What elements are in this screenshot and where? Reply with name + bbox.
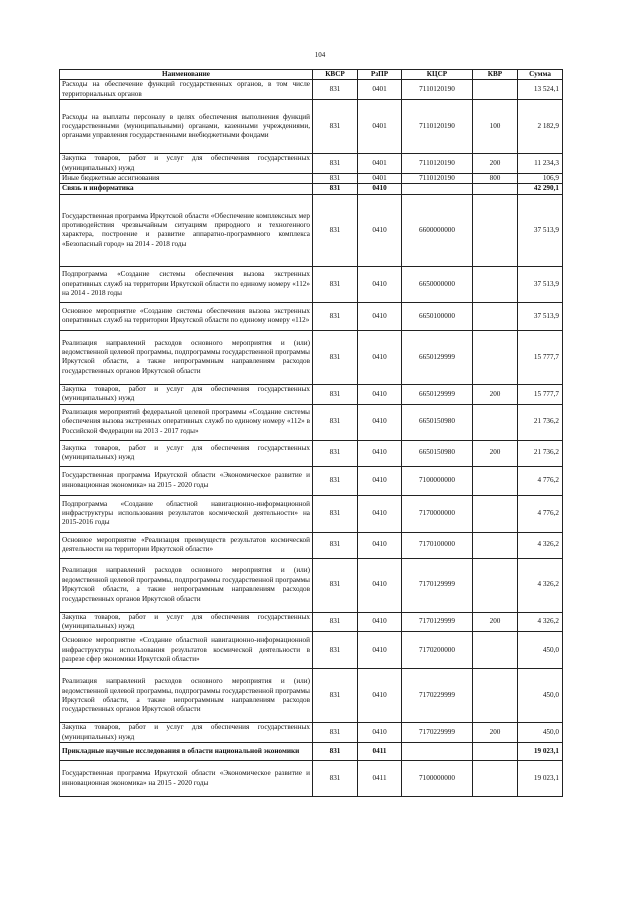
scan-edge <box>0 0 3 905</box>
cell-kvr <box>473 404 518 440</box>
table-body <box>60 80 563 797</box>
cell-kcsr: 7170129999 <box>402 612 473 632</box>
cell-kcsr: 7110120190 <box>402 80 473 100</box>
cell-name: Расходы на выплаты персоналу в целях обеспечения выполнения функций государственными (муниципальными) органами, казенными учреждениями, органами управления государственными внебюджетными фондами <box>60 100 313 154</box>
cell-kvsr: 831 <box>313 612 358 632</box>
cell-kvsr: 831 <box>313 440 358 466</box>
cell-name: Подпрограмма «Создание системы обеспечения вызова экстренных оперативных служб на территории Иркутской области по единому номеру «112» на 2014 - 2018 годы <box>60 266 313 302</box>
cell-sum: 11 234,3 <box>518 154 563 174</box>
table-row <box>60 154 563 174</box>
cell-kvsr: 831 <box>313 80 358 100</box>
cell-kvsr: 831 <box>313 669 358 723</box>
cell-kcsr: 7110120190 <box>402 154 473 174</box>
cell-kvsr: 831 <box>313 194 358 266</box>
cell-sum: 4 776,2 <box>518 495 563 532</box>
cell-name: Реализация мероприятий федеральной целевой программы «Создание системы обеспечения вызова экстренных оперативных служб по единому номеру «112» в Российской Федерации на 2013 - 2017 годы» <box>60 404 313 440</box>
table-row <box>60 404 563 440</box>
cell-sum: 21 736,2 <box>518 404 563 440</box>
cell-kvr: 200 <box>473 723 518 743</box>
cell-kcsr: 7100000000 <box>402 761 473 797</box>
cell-kvr: 200 <box>473 384 518 404</box>
cell-kcsr: 7170129999 <box>402 558 473 612</box>
cell-kcsr: 6650000000 <box>402 266 473 302</box>
cell-rzpr: 0410 <box>358 723 402 743</box>
cell-sum: 450,0 <box>518 669 563 723</box>
table-row <box>60 302 563 330</box>
cell-kcsr: 6650150980 <box>402 440 473 466</box>
cell-sum: 106,9 <box>518 174 563 184</box>
cell-name: Основное мероприятие «Создание областной навигационно-информационной инфраструктуры использования результатов космической деятельности в разрезе сфер экономики Иркутской области» <box>60 632 313 669</box>
cell-rzpr: 0410 <box>358 558 402 612</box>
cell-kcsr: 6600000000 <box>402 194 473 266</box>
cell-rzpr: 0410 <box>358 466 402 495</box>
cell-rzpr: 0410 <box>358 194 402 266</box>
table-row <box>60 723 563 743</box>
cell-name: Подпрограмма «Создание областной навигационно-информационной инфраструктуры использования результатов космической деятельности» на 2015-2016 годы <box>60 495 313 532</box>
cell-name: Закупка товаров, работ и услуг для обеспечения государственных (муниципальных) нужд <box>60 612 313 632</box>
cell-sum: 450,0 <box>518 723 563 743</box>
cell-kcsr: 7170100000 <box>402 532 473 558</box>
cell-name: Реализация направлений расходов основного мероприятия и (или) ведомственной целевой программы, подпрограммы государственной программы Иркутской области, а также непрограммным направлениям расходов государственных органов Иркутской области <box>60 330 313 384</box>
cell-kcsr: 6650100000 <box>402 302 473 330</box>
cell-kvr <box>473 302 518 330</box>
cell-sum: 19 023,1 <box>518 761 563 797</box>
cell-sum: 4 326,2 <box>518 532 563 558</box>
table-row <box>60 632 563 669</box>
cell-rzpr: 0411 <box>358 761 402 797</box>
cell-kvr: 200 <box>473 440 518 466</box>
cell-kcsr: 7170000000 <box>402 495 473 532</box>
cell-sum: 15 777,7 <box>518 384 563 404</box>
cell-name: Государственная программа Иркутской области «Экономическое развитие и инновационная экономика» на 2015 - 2020 годы <box>60 466 313 495</box>
cell-kvr <box>473 495 518 532</box>
cell-kvr: 200 <box>473 612 518 632</box>
cell-name: Связь и информатика <box>60 184 313 194</box>
cell-name: Реализация направлений расходов основного мероприятия и (или) ведомственной целевой программы, подпрограммы государственной программы Иркутской области, а также непрограммным направлениям расходов государственных органов Иркутской области <box>60 558 313 612</box>
cell-sum: 4 326,2 <box>518 612 563 632</box>
cell-rzpr: 0410 <box>358 184 402 194</box>
cell-rzpr: 0410 <box>358 384 402 404</box>
cell-kvsr: 831 <box>313 100 358 154</box>
table-row <box>60 466 563 495</box>
budget-table <box>59 69 563 797</box>
cell-sum: 37 513,9 <box>518 194 563 266</box>
cell-kcsr: 7170229999 <box>402 669 473 723</box>
cell-kvr <box>473 532 518 558</box>
cell-rzpr: 0410 <box>358 612 402 632</box>
cell-rzpr: 0401 <box>358 80 402 100</box>
cell-name: Государственная программа Иркутской области «Экономическое развитие и инновационная экономика» на 2015 - 2020 годы <box>60 761 313 797</box>
cell-kvsr: 831 <box>313 384 358 404</box>
cell-rzpr: 0410 <box>358 302 402 330</box>
table-row <box>60 612 563 632</box>
cell-sum: 37 513,9 <box>518 302 563 330</box>
cell-kvr <box>473 743 518 761</box>
cell-name: Основное мероприятие «Создание системы обеспечения вызова экстренных оперативных служб на территории Иркутской области по единому номеру «112» <box>60 302 313 330</box>
cell-rzpr: 0410 <box>358 669 402 723</box>
cell-kcsr <box>402 743 473 761</box>
cell-kcsr: 6650129999 <box>402 330 473 384</box>
table-row <box>60 80 563 100</box>
header-name: Наименование <box>60 70 313 80</box>
cell-name: Закупка товаров, работ и услуг для обеспечения государственных (муниципальных) нужд <box>60 154 313 174</box>
cell-name: Реализация направлений расходов основного мероприятия и (или) ведомственной целевой программы, подпрограммы государственной программы Иркутской области, а также непрограммным направлениям расходов государственных органов Иркутской области <box>60 669 313 723</box>
cell-sum: 37 513,9 <box>518 266 563 302</box>
cell-sum: 4 326,2 <box>518 558 563 612</box>
cell-kvr: 200 <box>473 154 518 174</box>
cell-rzpr: 0411 <box>358 743 402 761</box>
cell-kvsr: 831 <box>313 495 358 532</box>
cell-rzpr: 0401 <box>358 154 402 174</box>
cell-kvr <box>473 761 518 797</box>
table-row <box>60 761 563 797</box>
cell-kvr <box>473 669 518 723</box>
cell-kvr <box>473 558 518 612</box>
cell-kvsr: 831 <box>313 466 358 495</box>
cell-sum: 42 290,1 <box>518 184 563 194</box>
table-row <box>60 194 563 266</box>
table-row <box>60 440 563 466</box>
cell-kvsr: 831 <box>313 184 358 194</box>
header-kcsr: КЦСР <box>402 70 473 80</box>
table-row <box>60 384 563 404</box>
cell-rzpr: 0401 <box>358 174 402 184</box>
cell-kvr <box>473 80 518 100</box>
table-row <box>60 558 563 612</box>
cell-kvr <box>473 632 518 669</box>
cell-name: Закупка товаров, работ и услуг для обеспечения государственных (муниципальных) нужд <box>60 384 313 404</box>
cell-name: Закупка товаров, работ и услуг для обеспечения государственных (муниципальных) нужд <box>60 440 313 466</box>
cell-sum: 15 777,7 <box>518 330 563 384</box>
cell-kvr <box>473 194 518 266</box>
header-rzpr: РзПР <box>358 70 402 80</box>
cell-rzpr: 0401 <box>358 100 402 154</box>
cell-kvsr: 831 <box>313 532 358 558</box>
cell-kvsr: 831 <box>313 302 358 330</box>
table-row <box>60 330 563 384</box>
cell-kvsr: 831 <box>313 632 358 669</box>
cell-kvsr: 831 <box>313 266 358 302</box>
cell-kvr <box>473 466 518 495</box>
table-row <box>60 669 563 723</box>
cell-kvsr: 831 <box>313 761 358 797</box>
cell-kcsr: 7170200000 <box>402 632 473 669</box>
table-row <box>60 174 563 184</box>
cell-kvsr: 831 <box>313 743 358 761</box>
cell-sum: 4 776,2 <box>518 466 563 495</box>
header-sum: Сумма <box>518 70 563 80</box>
cell-sum: 21 736,2 <box>518 440 563 466</box>
table-row <box>60 532 563 558</box>
cell-kvr <box>473 184 518 194</box>
cell-kcsr: 6650129999 <box>402 384 473 404</box>
cell-kcsr: 7110120190 <box>402 174 473 184</box>
cell-rzpr: 0410 <box>358 532 402 558</box>
cell-rzpr: 0410 <box>358 440 402 466</box>
cell-rzpr: 0410 <box>358 266 402 302</box>
cell-sum: 450,0 <box>518 632 563 669</box>
table-row <box>60 495 563 532</box>
cell-kvsr: 831 <box>313 174 358 184</box>
cell-kvsr: 831 <box>313 330 358 384</box>
cell-name: Прикладные научные исследования в области национальной экономики <box>60 743 313 761</box>
cell-kcsr: 6650150980 <box>402 404 473 440</box>
cell-kvr: 800 <box>473 174 518 184</box>
cell-sum: 2 182,9 <box>518 100 563 154</box>
cell-kvsr: 831 <box>313 404 358 440</box>
page-number: 104 <box>314 51 326 59</box>
cell-kcsr <box>402 184 473 194</box>
cell-name: Закупка товаров, работ и услуг для обеспечения государственных (муниципальных) нужд <box>60 723 313 743</box>
cell-rzpr: 0410 <box>358 495 402 532</box>
cell-kvsr: 831 <box>313 723 358 743</box>
cell-kcsr: 7100000000 <box>402 466 473 495</box>
cell-kvr <box>473 266 518 302</box>
cell-kvsr: 831 <box>313 154 358 174</box>
cell-rzpr: 0410 <box>358 404 402 440</box>
cell-name: Иные бюджетные ассигнования <box>60 174 313 184</box>
table-row <box>60 184 563 194</box>
cell-kcsr: 7170229999 <box>402 723 473 743</box>
cell-kvr: 100 <box>473 100 518 154</box>
cell-sum: 13 524,1 <box>518 80 563 100</box>
cell-name: Расходы на обеспечение функций государственных органов, в том числе территориальных органов <box>60 80 313 100</box>
header-kvr: КВР <box>473 70 518 80</box>
cell-name: Государственная программа Иркутской области «Обеспечение комплексных мер противодействия чрезвычайным ситуациям природного и техногенного характера, построение и развитие аппаратно-программного комплекса «Безопасный город» на 2014 - 2018 годы <box>60 194 313 266</box>
cell-kcsr: 7110120190 <box>402 100 473 154</box>
table-row <box>60 266 563 302</box>
cell-name: Основное мероприятие «Реализация преимуществ результатов космической деятельности на территории Иркутской области» <box>60 532 313 558</box>
table-header-row <box>60 70 563 80</box>
cell-kvsr: 831 <box>313 558 358 612</box>
table-row <box>60 743 563 761</box>
table-row <box>60 100 563 154</box>
cell-rzpr: 0410 <box>358 330 402 384</box>
cell-rzpr: 0410 <box>358 632 402 669</box>
cell-kvr <box>473 330 518 384</box>
header-kvsr: КВСР <box>313 70 358 80</box>
cell-sum: 19 023,1 <box>518 743 563 761</box>
